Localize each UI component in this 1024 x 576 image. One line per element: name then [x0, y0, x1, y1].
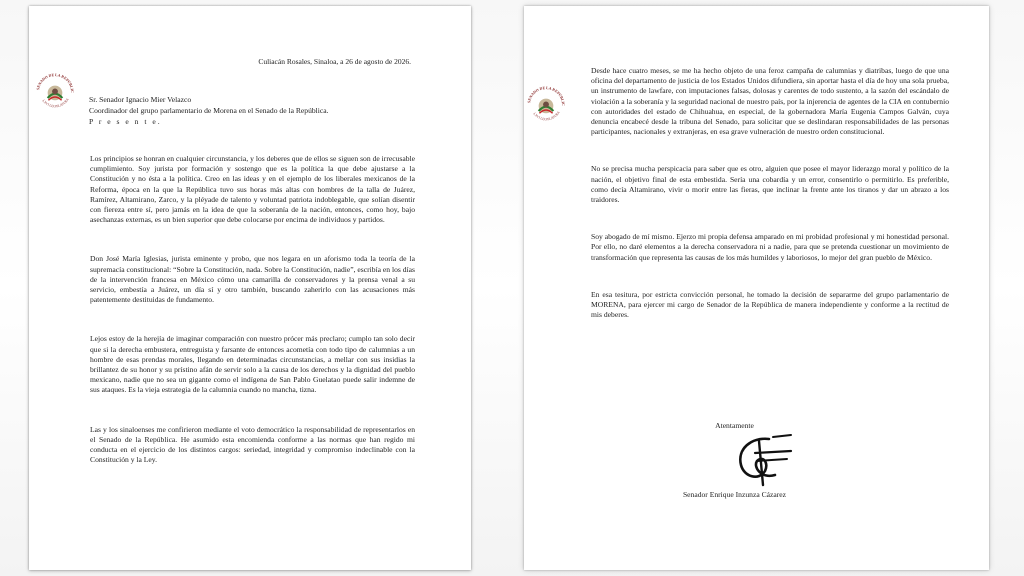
- salutation: P r e s e n t e.: [89, 117, 162, 126]
- paragraph: Los principios se honran en cualquier circunstancia, y los deberes que de ellos se siguen son de irrecusable cumplimiento. Soy jurista por formación y sostengo que es la política la que debe ajustarse a la Constitución y no ésta a la política. Creo en las ideas y en el ejemplo de los liberales mexicanos de la Reforma, época en la que la República tuvo sus horas más altas con hombres de la talla de Juárez, Ramírez, Altamirano, Zarco, y la pléyade de talento y voluntad patriota indoblegable, que solían disentir con fiereza entre sí, pero jamás en la idea de que la soberanía de la nación, entonces, como hoy, bajo asechanzas externas, es un bien superior que debe colocarse por encima de individuos y partidos.: [90, 154, 415, 225]
- svg-text:SENADO DE LA REPÚBLICA: SENADO DE LA REPÚBLIC: [36, 73, 75, 93]
- paragraph: Soy abogado de mí mismo. Ejerzo mi propia defensa amparado en mi probidad profesional y mi honestidad personal. Por ello, no daré elementos a la derecha conservadora ni a nadie, para que se pretenda cuestionar un movimiento de transformación que representa las causas de los más humildes y laboriosos, lo mejor del gran pueblo de México.: [591, 232, 949, 262]
- letter-page-2: [524, 6, 989, 570]
- signer-name: Senador Enrique Inzunza Cázarez: [682, 490, 787, 499]
- closing-text: Atentamente: [715, 421, 754, 430]
- svg-text:SENADO DE LA REPÚBLICA: SENADO DE LA REPÚBLIC: [527, 86, 566, 106]
- paragraph: No se precisa mucha perspicacia para saber que es otro, alguien que posee el mayor liderazgo moral y político de la nación, el objetivo final de esta embestida. Sería una cobardía y un error, consentirlo o permitirlo. Es preferible, como decía Altamirano, vivir o morir entre las fieras, que inclinar la frente ante los tiranos y dar un abrazo a los traidores.: [591, 164, 949, 205]
- svg-text:LXVI LEGISLATURA: LXVI LEGISLATURA: [532, 110, 561, 122]
- paragraph: Las y los sinaloenses me confirieron mediante el voto democrático la responsabilidad de representarlos en el Senado de la República. He asumido esta encomienda conforme a las normas que han regido mi conducta en el ejercicio de los distintos cargos: seriedad, integridad y compromiso indeclinable con la Constitución y la Ley.: [90, 424, 415, 465]
- svg-text:LXVI LEGISLATURA: LXVI LEGISLATURA: [41, 97, 70, 109]
- letter-body: [90, 154, 415, 494]
- signature-icon: [729, 431, 799, 487]
- letter-body: [591, 66, 949, 347]
- senate-seal-icon: [33, 67, 77, 113]
- recipient-name: Sr. Senador Ignacio Mier Velazco: [89, 95, 192, 104]
- paragraph: En esa tesitura, por estricta convicción personal, he tomado la decisión de separarme del grupo parlamentario de MORENA, para ejercer mi cargo de Senador de la República de manera independiente y conforme a la rectitud de mis deberes.: [591, 289, 949, 320]
- paragraph: Don José María Iglesias, jurista eminente y probo, que nos legara en un aforismo toda la teoría de la supremacía constitucional: “Sobre la Constitución, nada. Sobre la Constitución, nadie”, escribía en los días de la intervención francesa en México cómo una camarilla de conservadores y la prensa venal a su servicio, embestía a Juárez, un día sí y otro también, buscando zaherirlo con las acusaciones más patentemente destituidas de fundamento.: [90, 254, 415, 305]
- recipient-title: Coordinador del grupo parlamentario de Morena en el Senado de la República.: [89, 106, 329, 115]
- paragraph: Desde hace cuatro meses, se me ha hecho objeto de una feroz campaña de calumnias y diatribas, luego de que una oficina del departamento de justicia de los Estados Unidos difundiera, sin aportar hasta el día de hoy una sola prueba, un instrumento de lawfare, con imputaciones falsas, dolosas y carentes de todo sustento, a la sazón del escándalo de violación a la soberanía y la seguridad nacional de nuestro país, por la injerencia de agentes de la CIA en contubernio con autoridades del estado de Chihuahua, en especial, de la gobernadora María Eugenia Campos Galván, cuya denuncia encabecé desde la tribuna del Senado, para solicitar que se deslindaran responsabilidades de las personas participantes, nacionales y extranjeras, en esa grave vulneración de nuestro orden constitucional.: [591, 66, 949, 137]
- letter-date: Culiacán Rosales, Sinaloa, a 26 de agosto de 2026.: [258, 57, 411, 66]
- letter-page-1: [29, 6, 471, 570]
- recipient-block: [89, 94, 329, 127]
- senate-seal-icon: [524, 80, 568, 126]
- paragraph: Lejos estoy de la herejía de imaginar comparación con nuestro prócer más preclaro; cumplo tan solo decir que si la derecha embustera, entreguista y farsante de entonces acometía con todo tipo de calumnias a un hombre de esas prendas morales, llegando en determinadas circunstancias, a mellar con sus insidias la brillantez de su honor y su prístino afán de servir solo a la causa de los derechos y la dignidad del pueblo mexicano, nadie que no sea un gigante como el indígena de San Pablo Guelatao puede salir indemne de sus ataques. Es la vieja estrategia de la calumnia cuando no mancha, tizna.: [90, 334, 415, 395]
